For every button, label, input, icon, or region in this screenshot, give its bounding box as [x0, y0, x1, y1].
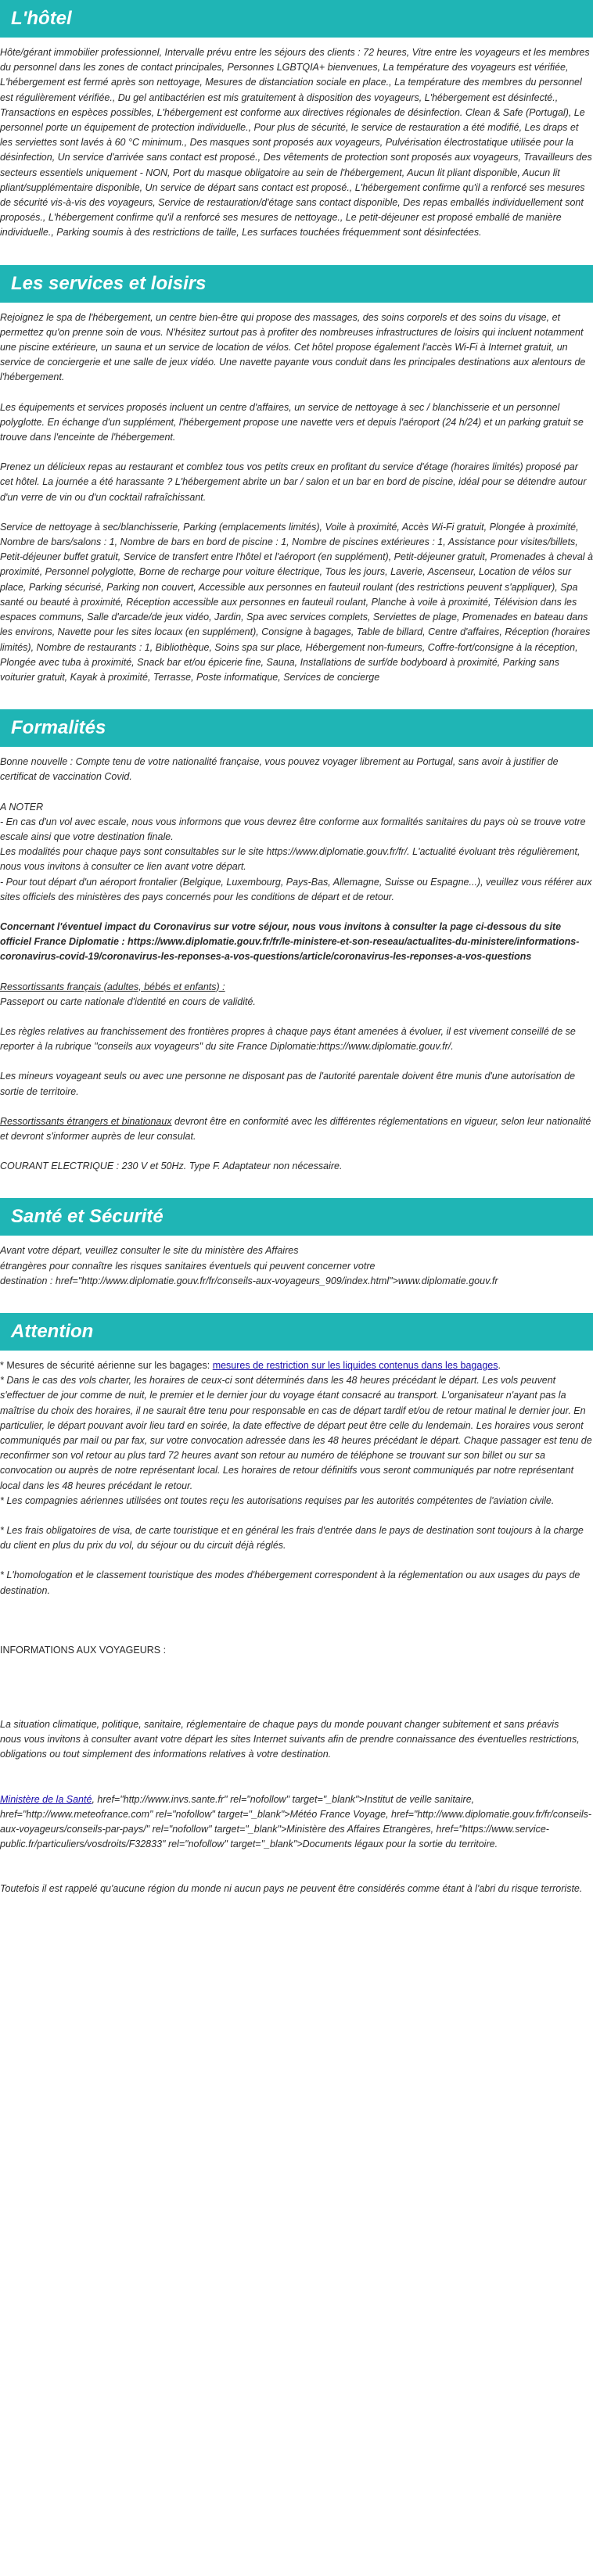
compagnies-text: * Les compagnies aériennes utilisées ont toutes reçu les autorisations requises par les autorités compétentes de l'aviation civile.	[0, 1494, 555, 1506]
etrangers-rest: devront être en conformité avec les différentes réglementations en vigueur, selon leur nationalité et devront s'informer auprès de leur consulat.	[0, 1115, 591, 1142]
mineurs-text: Les mineurs voyageant seuls ou avec une personne ne disposant pas de l'autorité parentale doivent être munis d'une autorisation de sortie de territoire.	[0, 1071, 576, 1097]
note-line: - En cas d'un vol avec escale, nous vous informons que vous devrez être conforme aux formalités sanitaires du pays où se trouve votre escale ainsi que votre destination finale.	[0, 816, 586, 842]
etrangers-label: Ressortissants étrangers et binationaux	[0, 1115, 172, 1127]
services-paragraph: Rejoignez le spa de l'hébergement, un centre bien-être qui propose des massages, des soins corporels et des soins du visage, et permettez qu'on prenne soin de vous. N'hésitez surtout pas à profiter des nombreuses infrastructures de loisirs qui incluent notamment une piscine extérieure, un sauna et un service de location de vélos. Cet hôtel propose également l'accès Wi-Fi à Internet gratuit, un service de conciergerie et une salle de jeux vidéo. Une navette payante vous conduit dans les principales destinations aux alentours de l'hébergement.	[0, 311, 586, 383]
section-services	[0, 303, 593, 709]
section-attention	[0, 1351, 593, 1921]
spacer	[0, 1867, 593, 1882]
terrorisme-text: Toutefois il est rappelé qu'aucune région du monde ni aucun pays ne peuvent être considérés comme étant à l'abri du risque terroriste.	[0, 1883, 583, 1895]
frais-text: * Les frais obligatoires de visa, de carte touristique et en général les frais d'entrée dans le pays de destination sont toujours à la charge du client en plus du prix du vol, du séjour ou du circuit déjà réglés.	[0, 1525, 584, 1552]
sante-line: Avant votre départ, veuillez consulter le site du ministère des Affaires	[0, 1245, 299, 1257]
section-hotel	[0, 38, 593, 265]
hotel-text: Hôte/gérant immobilier professionnel, Intervalle prévu entre les séjours des clients : 72 heures, Vitre entre les voyageurs et les membres du personnel dans les zones de contact principales, Personnes LGBTQIA+ bienvenues, La température des voyageurs est vérifiée, L'hébergement est fermé après son nettoyage, Mesures de distanciation sociale en place., La température des membres du personnel est régulièrement vérifiée., Du gel antibactérien est mis gratuitement à disposition des voyageurs, L'hébergement est désinfecté., Transactions en espèces possibles, L'hébergement est conforme aux directives régionales de désinfection. Clean & Safe (Portugal), Le personnel porte un équipement de protection individuelle., Pour plus de sécurité, le service de restauration a été modifié, Les draps et les serviettes sont lavés à 60 °C minimum., Des masques sont proposés aux voyageurs, Pulvérisation électrostatique utilisée pour la désinfection, Un service d'arrivée sans contact est proposé., Des vêtements de protection sont proposés aux voyageurs, Travailleurs des secteurs essentiels uniquement - NON, Port du masque obligatoire au sein de l'hébergement, Aucun lit pliant disponible, Aucun lit pliant/supplémentaire disponible, Un service de départ sans contact est proposé., L'hébergement confirme qu'il a renforcé ses mesures de sécurité vis-à-vis des voyageurs, Service de restauration/d'étage sans contact disponible, Des repas emballés individuellement sont proposés., L'hébergement confirme qu'il a renforcé ses mesures de nettoyage., Le petit-déjeuner est proposé emballé de manière individuelle., Parking soumis à des restrictions de taille, Les surfaces touchées fréquemment sont désinfectées.	[0, 47, 592, 239]
note-line: Les modalités pour chaque pays sont consultables sur le site https://www.diplomatie.gouv.fr/fr/. L'actualité évoluant très régulièrement, nous vous invitons à consulter ce lien avant votre départ.	[0, 846, 580, 873]
ressortissants-text: Passeport ou carte nationale d'identité en cours de validité.	[0, 996, 256, 1007]
sante-line: étrangères pour connaître les risques sanitaires éventuels qui peuvent concerner votre	[0, 1260, 376, 1272]
homologation-text: * L'homologation et le classement touristique des modes d'hébergement correspondent à la réglementation ou aux usages du pays de destination.	[0, 1570, 580, 1596]
spacer	[0, 1673, 593, 1717]
etrangers-text	[0, 1114, 593, 1144]
section-title-services: Les services et loisirs	[0, 265, 593, 303]
regles-text: Les règles relatives au franchissement des frontières propres à chaque pays étant amenées à évoluer, il est vivement conseillé de se reporter à la rubrique "conseils aux voyageurs" du site France Diplomatie:https://www.diplomatie.gouv.fr/.	[0, 1025, 576, 1053]
formalites-intro: Bonne nouvelle : Compte tenu de votre nationalité française, vous pouvez voyager librement au Portugal, sans avoir à justifier de certificat de vaccination Covid.	[0, 756, 559, 783]
services-paragraph: Les équipements et services proposés incluent un centre d'affaires, un service de nettoyage à sec / blanchisserie et un personnel polyglotte. En échange d'un supplément, l'hébergement propose une navette vers et depuis l'aéroport (24 h/24) et un parking gratuit se trouve dans l'enceinte de l'hébergement.	[0, 401, 584, 443]
section-title-attention: Attention	[0, 1313, 593, 1351]
note-line: - Pour tout départ d'un aéroport frontalier (Belgique, Luxembourg, Pays-Bas, Allemagne, Suisse ou Espagne...), veuillez vous référer aux sites officiels des ministères des pays concernés pour les conditions de départ et de retour.	[0, 876, 592, 902]
infos-title: INFORMATIONS AUX VOYAGEURS :	[0, 1644, 167, 1656]
section-formalites	[0, 747, 593, 1198]
courant-text: COURANT ELECTRIQUE : 230 V et 50Hz. Type F. Adaptateur non nécessaire.	[0, 1161, 343, 1172]
services-list: Service de nettoyage à sec/blanchisserie, Parking (emplacements limités), Voile à proximité, Accès Wi-Fi gratuit, Plongée à proximité, Nombre de bars/salons : 1, Nombre de bars en bord de piscine : 1, Nombre de piscines extérieures : 1, Assistance pour visites/billets, Petit-déjeuner buffet gratuit, Service de transfert entre l'hôtel et l'aéroport (en supplément), Petit-déjeuner gratuit, Promenades à cheval à proximité, Personnel polyglotte, Borne de recharge pour voiture électrique, Tous les jours, Laverie, Ascenseur, Location de vélos sur place, Parking sécurisé, Parking non couvert, Accessible aux personnes en fauteuil roulant (des restrictions peuvent s'appliquer), Spa santé ou beauté à proximité, Réception accessible aux personnes en fauteuil roulant, Planche à voile à proximité, Télévision dans les espaces communs, Salle d'arcade/de jeux vidéo, Jardin, Spa avec services complets, Serviettes de plage, Promenades en bateau dans les environs, Navette pour les sites locaux (en supplément), Consigne à bagages, Table de billard, Centre d'affaires, Réception (horaires limités), Nombre de restaurants : 1, Bibliothèque, Soins spa sur place, Hébergement non-fumeurs, Coffre-fort/consigne à la réception, Plongée avec tuba à proximité, Snack bar et/ou épicerie fine, Sauna, Installations de surf/de bodyboard à proximité, Parking sans voiturier gratuit, Kayak à proximité, Terrasse, Poste informatique, Services de concierge	[0, 521, 593, 683]
section-title-sante: Santé et Sécurité	[0, 1198, 593, 1236]
liens-rest: , href="http://www.invs.sante.fr" rel="nofollow" target="_blank">Institut de veille sanitaire, href="http://www.meteofrance.com" rel="nofollow" target="_blank">Météo France Voyage, href="http://www.diplomatie.gouv.fr/fr/conseils-aux-voyageurs/conseils-par-pays/" rel="nofollow" target="_blank">Ministère des Affaires Etrangères, href="https://www.service-public.fr/particuliers/vosdroits/F32833" rel="nofollow" target="_blank">Documents légaux pour la sortie du territoire.	[0, 1793, 592, 1850]
sante-line: destination : href="http://www.diplomatie.gouv.fr/fr/conseils-aux-voyageurs_909/index.html">www.diplomatie.gouv.fr	[0, 1275, 498, 1286]
situation-line: nous vous invitons à consulter avant votre départ les sites Internet suivants afin de prendre connaissance des éventuelles restrictions, obligations ou tout simplement des informations relatives à votre destination.	[0, 1734, 580, 1760]
bagages-prefix: * Mesures de sécurité aérienne sur les bagages:	[0, 1359, 213, 1371]
ministere-sante-link[interactable]: Ministère de la Santé	[0, 1793, 92, 1805]
spacer	[0, 1778, 593, 1792]
liens-text	[0, 1792, 593, 1853]
section-title-hotel: L'hôtel	[0, 0, 593, 38]
spacer	[0, 1613, 593, 1643]
covid-notice: Concernant l'éventuel impact du Coronavirus sur votre séjour, nous vous invitons à consulter la page ci-dessous du site officiel France Diplomatie : https://www.diplomatie.gouv.fr/fr/le-ministere-et-son-reseau/actualites-du-ministere/informations-coronavirus-covid-19/coronavirus-les-reponses-a-vos-questions/article/coronavirus-les-reponses-a-vos-questions	[0, 920, 580, 963]
bagages-suffix: .	[498, 1359, 501, 1371]
bagages-line	[0, 1358, 593, 1373]
note-title: A NOTER	[0, 801, 44, 813]
bagages-link[interactable]: mesures de restriction sur les liquides contenus dans les bagages	[212, 1359, 498, 1371]
situation-line: La situation climatique, politique, sanitaire, réglementaire de chaque pays du monde pouvant changer subitement et sans préavis	[0, 1719, 559, 1731]
ressortissants-title: Ressortissants français (adultes, bébés et enfants) :	[0, 981, 225, 992]
section-title-formalites: Formalités	[0, 709, 593, 747]
section-sante	[0, 1236, 593, 1313]
services-paragraph: Prenez un délicieux repas au restaurant et comblez tous vos petits creux en profitant du service d'étage (horaires limités) proposé par cet hôtel. La journée a été harassante ? L'hébergement abrite un bar / salon et un bar en bord de piscine, idéal pour se détendre autour d'un verre de vin ou d'un cocktail rafraîchissant.	[0, 461, 587, 503]
vols-text: * Dans le cas des vols charter, les horaires de ceux-ci sont déterminés dans les 48 heures précédant le départ. Les vols peuvent s'effectuer de jour comme de nuit, le premier et le dernier jour du voyage étant consacré au transport. L'organisateur n'ayant pas la maîtrise du choix des horaires, il ne saurait être tenu pour responsable en cas de départ tardif et/ou de retour matinal le dernier jour. En particulier, le départ pouvant avoir lieu tard en soirée, la date effective de départ peut être celle du lendemain. Les horaires vous seront communiqués par mail ou par fax, sur votre convocation adressée dans les 48 heures précédant le départ. Chaque passager est tenu de reconfirmer son vol retour au plus tard 72 heures avant son retour au numéro de téléphone se trouvant sur son billet ou sur sa convocation ou auprès de notre représentant local. Les horaires de retour définitifs vous seront communiqués par notre représentant local dans les 48 heures précédant le retour.	[0, 1375, 592, 1491]
